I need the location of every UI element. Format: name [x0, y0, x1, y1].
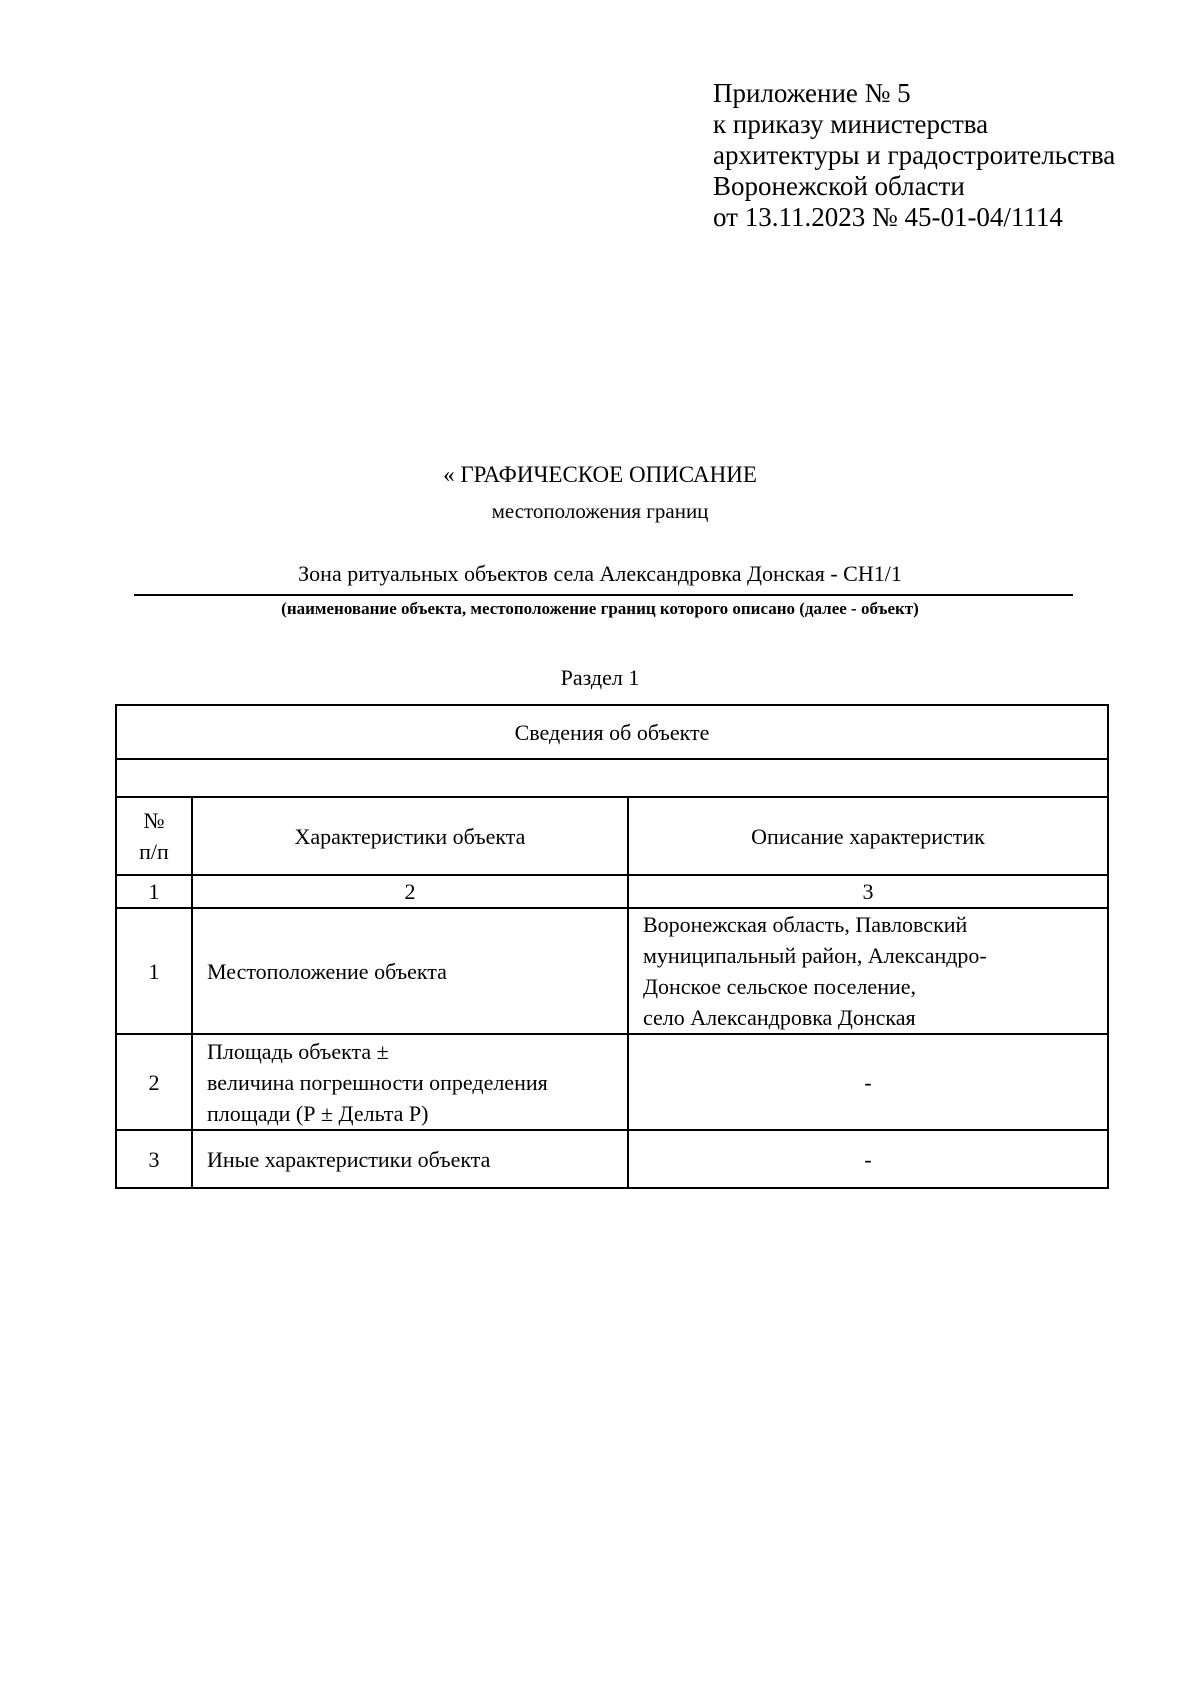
table-blank-cell: [116, 759, 1108, 797]
object-caption: (наименование объекта, местоположение границ которого описано (далее - объект): [281, 599, 919, 618]
section-label: Раздел 1: [560, 665, 640, 690]
description-line: Воронежская область, Павловский: [643, 912, 968, 937]
table-title-row: [116, 705, 1108, 759]
header-num-line: п/п: [139, 839, 169, 864]
table-header-row: [116, 797, 1108, 875]
object-name: Зона ритуальных объектов села Александровка Донская - СН1/1: [298, 561, 902, 586]
characteristic-line: площади (Р ± Дельта Р): [207, 1100, 429, 1126]
description-line: -: [864, 1146, 872, 1172]
description-line: село Александровка Донская: [643, 1005, 916, 1030]
appendix-block: [713, 78, 1115, 233]
appendix-line: архитектуры и градостроительства: [713, 140, 1116, 170]
row-description: [628, 1130, 1108, 1188]
row-number: 1: [116, 908, 192, 1034]
characteristic-line: Площадь объекта ±: [207, 1038, 389, 1064]
description-line: -: [864, 1069, 872, 1095]
characteristic-line: величина погрешности определения: [207, 1069, 548, 1095]
document-subtitle: местоположения границ: [491, 499, 709, 523]
row-number: 3: [116, 1130, 192, 1188]
table-row: [116, 908, 1108, 1034]
object-info-table: [115, 704, 1109, 1189]
appendix-line: от 13.11.2023 № 45-01-04/1114: [713, 202, 1063, 232]
characteristic-line: Местоположение объекта: [207, 958, 447, 984]
document-title: « ГРАФИЧЕСКОЕ ОПИСАНИЕ: [443, 462, 757, 487]
header-num: [116, 797, 192, 875]
row-description: [628, 1034, 1108, 1130]
table-blank-row: [116, 759, 1108, 797]
row-number: 2: [116, 1034, 192, 1130]
row-characteristic: [192, 1130, 628, 1188]
characteristic-line: Иные характеристики объекта: [207, 1146, 491, 1172]
column-number: 3: [628, 875, 1108, 908]
table-row: [116, 1130, 1108, 1188]
description-line: Донское сельское поселение,: [643, 974, 917, 999]
row-description: [628, 908, 1108, 1034]
appendix-line: к приказу министерства: [713, 109, 989, 139]
column-number: 1: [116, 875, 192, 908]
table-title: Сведения об объекте: [116, 705, 1108, 759]
appendix-line: Приложение № 5: [713, 78, 911, 108]
table-row: [116, 1034, 1108, 1130]
header-num-line: №: [143, 808, 165, 833]
header-description: Описание характеристик: [628, 797, 1108, 875]
header-characteristics: Характеристики объекта: [192, 797, 628, 875]
column-number: 2: [192, 875, 628, 908]
object-name-underline: [134, 594, 1073, 596]
column-numbers-row: [116, 875, 1108, 908]
description-line: муниципальный район, Александро-: [643, 943, 987, 968]
appendix-line: Воронежской области: [713, 171, 965, 201]
row-characteristic: [192, 1034, 628, 1130]
row-characteristic: [192, 908, 628, 1034]
